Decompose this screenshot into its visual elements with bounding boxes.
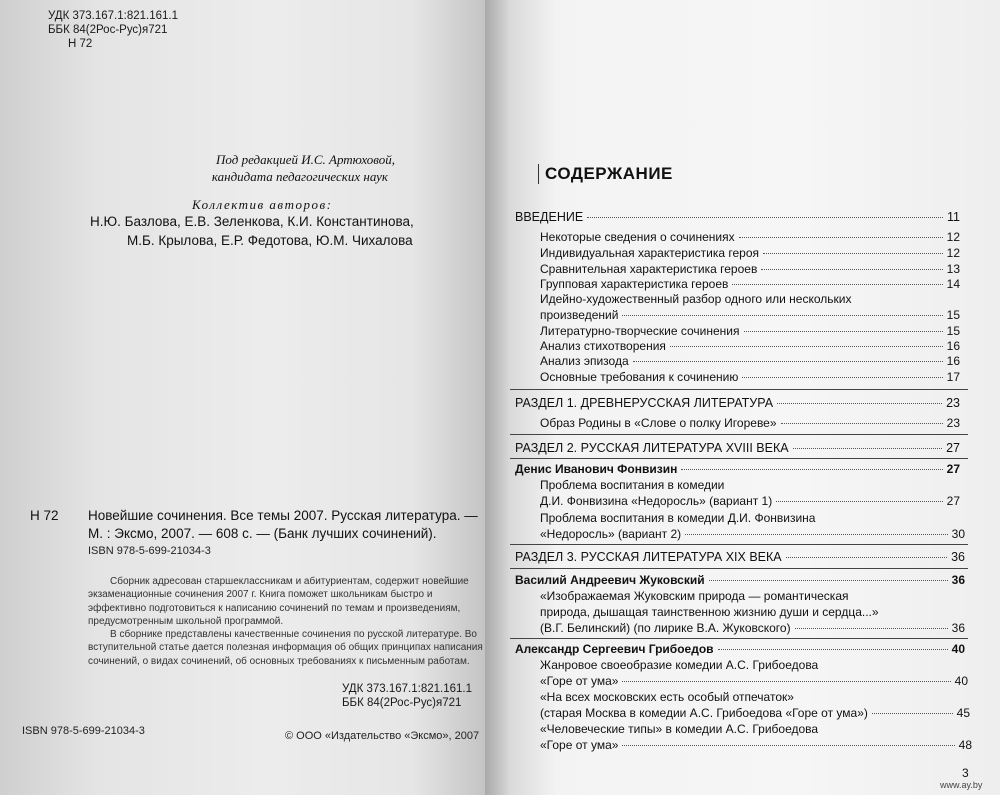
section-divider — [510, 458, 968, 459]
toc-item-page: 16 — [946, 354, 960, 368]
leader-dots — [793, 448, 943, 449]
bbk-code: ББК 84(2Рос-Рус)я721 — [48, 24, 168, 36]
leader-dots — [732, 284, 942, 285]
toc-item-title: Идейно-художественный разбор одного или нескольких — [540, 292, 852, 306]
bbk-code-bottom: ББК 84(2Рос-Рус)я721 — [342, 697, 462, 709]
toc-author-zhukovsky — [515, 573, 965, 587]
toc-item-page: 27 — [946, 494, 960, 508]
toc-item-page: 12 — [946, 246, 960, 260]
toc-section-page: 23 — [946, 396, 960, 410]
leader-dots — [872, 713, 953, 714]
toc-item — [540, 527, 965, 541]
toc-item-title: произведений — [540, 308, 619, 322]
toc-item-title: Д.И. Фонвизина «Недоросль» (вариант 1) — [540, 494, 773, 508]
toc-item — [540, 354, 960, 368]
authors-collective-title: Коллектив авторов: — [192, 197, 333, 212]
bib-isbn: ISBN 978-5-699-21034-3 — [88, 545, 211, 557]
section-divider — [510, 544, 968, 545]
toc-section-title: РАЗДЕЛ 2. РУССКАЯ ЛИТЕРАТУРА XVIII ВЕКА — [515, 441, 789, 455]
toc-author-fonvizin — [515, 462, 960, 476]
toc-item-title: «На всех московских есть особый отпечаток» — [540, 690, 794, 704]
toc-item — [540, 621, 965, 635]
leader-dots — [744, 331, 943, 332]
toc-item-title: Некоторые сведения о сочинениях — [540, 230, 735, 244]
toc-item — [540, 230, 960, 244]
contents-heading: СОДЕРЖАНИЕ — [538, 164, 673, 184]
toc-section-page: 36 — [951, 550, 965, 564]
section-divider — [510, 568, 968, 569]
toc-author-griboedov — [515, 642, 965, 656]
udk-code: УДК 373.167.1:821.161.1 — [48, 10, 178, 22]
toc-item-page: 40 — [954, 674, 968, 688]
leader-dots — [718, 649, 948, 650]
toc-item — [540, 324, 960, 338]
leader-dots — [761, 269, 942, 270]
toc-item — [540, 674, 968, 688]
toc-item — [540, 262, 960, 276]
toc-item-title: «Горе от ума» — [540, 674, 619, 688]
authors-line-2: М.Б. Крылова, Е.Р. Федотова, Ю.М. Чихалова — [127, 233, 413, 248]
editor-line-2: кандидата педагогических наук — [211, 169, 388, 184]
toc-author-page: 27 — [946, 462, 960, 476]
toc-section-title: РАЗДЕЛ 1. ДРЕВНЕРУССКАЯ ЛИТЕРАТУРА — [515, 396, 774, 410]
toc-section-title: РАЗДЕЛ 3. РУССКАЯ ЛИТЕРАТУРА XIX ВЕКА — [515, 550, 782, 564]
section-divider — [510, 389, 968, 390]
leader-dots — [781, 423, 943, 424]
annotation-paragraph-1: Сборник адресован старшеклассникам и абитуриентам, содержит новейшие экзаменационные сочинения 2007 г. Книга поможет школьникам быстро и эффективно подготовиться к написанию сочинений по темам и произведениям, предусмотренным школьной программой. — [88, 576, 469, 627]
toc-author-name: Василий Андреевич Жуковский — [515, 573, 705, 587]
toc-item — [540, 339, 960, 353]
leader-dots — [776, 501, 942, 502]
toc-item — [540, 738, 972, 752]
leader-dots — [739, 237, 943, 238]
toc-item-page: 36 — [951, 621, 965, 635]
leader-dots — [786, 557, 947, 558]
leader-dots — [681, 469, 942, 470]
toc-item-page: 45 — [956, 706, 970, 720]
author-mark: Н 72 — [68, 38, 93, 50]
toc-item-page: 48 — [958, 738, 972, 752]
toc-item-page: 14 — [946, 277, 960, 291]
left-page-imprint — [0, 0, 485, 795]
section-divider — [510, 638, 968, 639]
toc-item-title: природа, дышащая таинственною жизнию души и сердца...» — [540, 605, 879, 619]
bib-line-1: Новейшие сочинения. Все темы 2007. Русская литература. — — [88, 508, 478, 523]
toc-item — [540, 246, 960, 260]
toc-section-page: 27 — [946, 441, 960, 455]
toc-item — [540, 370, 960, 384]
leader-dots — [622, 681, 950, 682]
toc-item-title: Проблема воспитания в комедии — [540, 478, 725, 492]
toc-item-page: 15 — [946, 324, 960, 338]
toc-item-title: (В.Г. Белинский) (по лирике В.А. Жуковского) — [540, 621, 791, 635]
leader-dots — [622, 745, 954, 746]
toc-item-title: Образ Родины в «Слове о полку Игореве» — [540, 416, 777, 430]
footer-isbn: ISBN 978-5-699-21034-3 — [22, 725, 145, 737]
toc-item-title: Литературно-творческие сочинения — [540, 324, 740, 338]
section-divider — [510, 434, 968, 435]
toc-intro — [515, 210, 960, 224]
toc-item-title: «Человеческие типы» в комедии А.С. Грибоедова — [540, 722, 819, 736]
leader-dots — [709, 580, 948, 581]
toc-item-title: Основные требования к сочинению — [540, 370, 739, 384]
toc-item-title: Проблема воспитания в комедии Д.И. Фонвизина — [540, 511, 816, 525]
toc-intro-title: ВВЕДЕНИЕ — [515, 210, 584, 224]
annotation-paragraph-2: В сборнике представлены качественные сочинения по русской литературе. Во вступительной статье дается полезная информация об общих принципах написания сочинений, о видах сочинений, об основных требованиях к письменным работам. — [88, 629, 483, 667]
toc-item-title: Групповая характеристика героев — [540, 277, 729, 291]
authors-line-1: Н.Ю. Базлова, Е.В. Зеленкова, К.И. Константинова, — [90, 214, 414, 229]
toc-item-title: «Горе от ума» — [540, 738, 619, 752]
bleed-through-ghost — [120, 60, 136, 113]
toc-item — [540, 706, 970, 720]
toc-item-page: 12 — [946, 230, 960, 244]
watermark: www.ay.by — [940, 780, 983, 790]
bib-code: Н 72 — [30, 508, 59, 523]
leader-dots — [763, 253, 943, 254]
leader-dots — [633, 361, 943, 362]
toc-item-title: Анализ эпизода — [540, 354, 629, 368]
udk-code-bottom: УДК 373.167.1:821.161.1 — [342, 683, 472, 695]
toc-item-title: Сравнительная характеристика героев — [540, 262, 758, 276]
toc-section-2 — [515, 441, 960, 455]
leader-dots — [685, 534, 948, 535]
toc-author-name: Александр Сергеевич Грибоедов — [515, 642, 714, 656]
page-number: 3 — [962, 766, 969, 780]
toc-author-page: 36 — [951, 573, 965, 587]
toc-item-page: 16 — [946, 339, 960, 353]
toc-item — [540, 277, 960, 291]
toc-intro-page: 11 — [947, 210, 960, 224]
toc-item-title: Жанровое своеобразие комедии А.С. Грибоедова — [540, 658, 819, 672]
annotation — [88, 575, 483, 668]
leader-dots — [622, 315, 942, 316]
toc-item-page: 30 — [951, 527, 965, 541]
leader-dots — [795, 628, 948, 629]
toc-item-page: 15 — [946, 308, 960, 322]
toc-author-page: 40 — [951, 642, 965, 656]
toc-item-title: «Недоросль» (вариант 2) — [540, 527, 682, 541]
toc-author-name: Денис Иванович Фонвизин — [515, 462, 678, 476]
leader-dots — [670, 346, 943, 347]
leader-dots — [587, 217, 943, 218]
leader-dots — [777, 403, 942, 404]
editor-line-1: Под редакцией И.С. Артюховой, — [216, 152, 395, 167]
toc-item-title: Индивидуальная характеристика героя — [540, 246, 759, 260]
toc-item-title: (старая Москва в комедии А.С. Грибоедова «Горе от ума») — [540, 706, 868, 720]
toc-item — [540, 416, 960, 430]
leader-dots — [742, 377, 942, 378]
copyright: © ООО «Издательство «Эксмо», 2007 — [285, 730, 480, 742]
toc-item — [540, 308, 960, 322]
toc-section-3 — [515, 550, 965, 564]
bib-line-2: М. : Эксмо, 2007. — 608 с. — (Банк лучших сочинений). — [88, 526, 437, 541]
toc-item-page: 23 — [946, 416, 960, 430]
toc-item-title: Анализ стихотворения — [540, 339, 666, 353]
toc-item-page: 17 — [946, 370, 960, 384]
toc-item-title: «Изображаемая Жуковским природа — романтическая — [540, 589, 849, 603]
toc-item-page: 13 — [946, 262, 960, 276]
toc-item — [540, 494, 960, 508]
toc-section-1 — [515, 396, 960, 410]
